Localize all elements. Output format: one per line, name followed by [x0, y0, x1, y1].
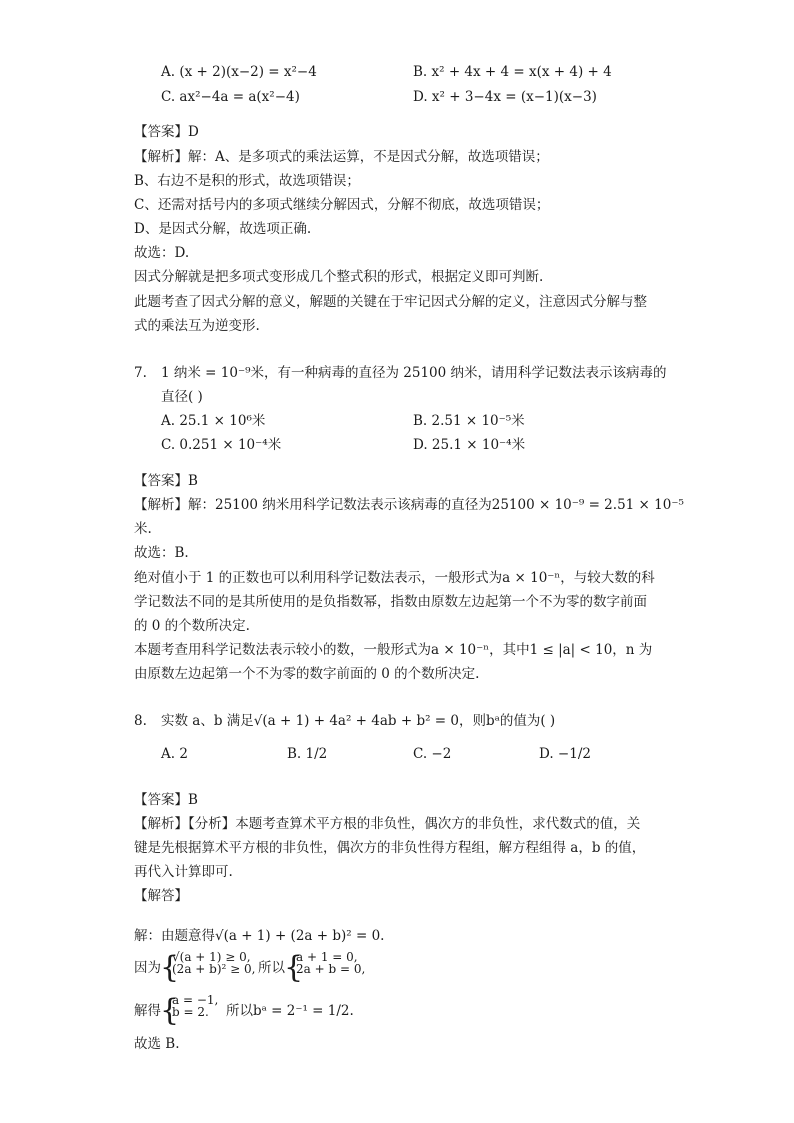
- q8-so-prefix: 所以: [258, 960, 285, 976]
- q7-option-c: C. 0.251 × 10⁻⁴米: [161, 437, 282, 453]
- q8-stem: 实数 a、b 满足√(a + 1) + 4a² + 4ab + b² = 0，则bᵃ的值为( ): [161, 713, 556, 729]
- q8-option-d: D. −1/2: [539, 746, 591, 762]
- q6-analysis-line: D、是因式分解，故选项正确.: [134, 221, 312, 237]
- left-brace-icon: {: [284, 950, 304, 985]
- q6-analysis-line: 故选：D.: [134, 245, 190, 261]
- left-brace-icon: {: [160, 993, 180, 1028]
- q8-answer: 【答案】B: [134, 792, 198, 808]
- q8-analysis-line: 键是先根据算术平方根的非负性，偶次方的非负性得方程组，解方程组得 a，b 的值，: [134, 840, 646, 856]
- q7-analysis-line: 由原数左边起第一个不为零的数字前面的 0 的个数所决定.: [134, 666, 480, 682]
- q8-because-system: [172, 951, 255, 975]
- q7-stem: 直径( ): [161, 389, 203, 405]
- q8-solve-system: [172, 994, 218, 1018]
- q7-analysis-line: 本题考查用科学记数法表示较小的数，一般形式为a × 10⁻ⁿ，其中1 ≤ |a| < 10，n 为: [134, 642, 653, 658]
- q8-solve-top: a = −1,: [172, 993, 219, 1007]
- q6-option-c: C. ax²−4a = a(x²−4): [161, 89, 300, 105]
- q7-option-a: A. 25.1 × 10⁶米: [161, 413, 266, 429]
- q6-analysis-line: C、还需对括号内的多项式继续分解因式，分解不彻底，故选项错误；: [134, 197, 550, 213]
- q8-option-b: B. 1/2: [287, 746, 328, 762]
- q8-because-prefix: 因为: [134, 960, 161, 976]
- q7-option-b: B. 2.51 × 10⁻⁵米: [413, 413, 525, 429]
- q6-analysis-line: 因式分解就是把多项式变形成几个整式积的形式，根据定义即可判断.: [134, 269, 544, 285]
- q7-analysis-line: 米.: [134, 521, 152, 537]
- q8-so-top: a + 1 = 0,: [296, 950, 358, 964]
- q7-number: 7.: [134, 365, 147, 381]
- q8-number: 8.: [134, 713, 147, 729]
- q7-analysis-line: 【解析】解：25100 纳米用科学记数法表示该病毒的直径为25100 × 10⁻⁹ = 2.51 × 10⁻⁵: [134, 497, 684, 513]
- q7-analysis-line: 的 0 的个数所决定.: [134, 618, 250, 634]
- q8-solution-heading: 【解答】: [134, 888, 188, 904]
- q7-option-d: D. 25.1 × 10⁻⁴米: [413, 437, 526, 453]
- q8-so-bottom: 2a + b = 0,: [296, 962, 366, 976]
- q6-analysis-line: 【解析】解：A、是多项式的乘法运算，不是因式分解，故选项错误；: [134, 149, 549, 165]
- q6-analysis-line: 式的乘法互为逆变形.: [134, 318, 260, 334]
- q8-so-system: [296, 951, 365, 975]
- q6-analysis-line: 此题考查了因式分解的意义，解题的关键在于牢记因式分解的定义，注意因式分解与整: [134, 294, 647, 310]
- q8-solve-prefix: 解得: [134, 1003, 161, 1019]
- q8-because-top: √(a + 1) ≥ 0,: [172, 950, 251, 964]
- q7-answer: 【答案】B: [134, 473, 198, 489]
- q8-option-c: C. −2: [413, 746, 452, 762]
- q7-analysis-line: 学记数法不同的是其所使用的是负指数幂，指数由原数左边起第一个不为零的数字前面: [134, 594, 647, 610]
- q8-option-a: A. 2: [161, 746, 188, 762]
- q6-answer: 【答案】D: [134, 124, 199, 140]
- q8-analysis-line: 【解析】【分析】本题考查算术平方根的非负性，偶次方的非负性，求代数式的值，关: [134, 816, 641, 832]
- q6-option-a: A. (x + 2)(x−2) = x²−4: [161, 64, 317, 80]
- q6-option-d: D. x² + 3−4x = (x−1)(x−3): [413, 89, 597, 105]
- q8-conclusion: 故选 B.: [134, 1036, 180, 1052]
- q8-analysis-line: 再代入计算即可.: [134, 864, 233, 880]
- q7-analysis-line: 故选：B.: [134, 545, 189, 561]
- left-brace-icon: {: [160, 950, 180, 985]
- q7-stem: 1 纳米 = 10⁻⁹米，有一种病毒的直径为 25100 纳米，请用科学记数法表示该病毒的: [161, 365, 667, 381]
- q8-because-bottom: (2a + b)² ≥ 0,: [172, 962, 256, 976]
- q8-solve-bottom: b = 2.: [172, 1005, 209, 1019]
- q8-result: 所以bᵃ = 2⁻¹ = 1/2.: [226, 1003, 354, 1019]
- q6-analysis-line: B、右边不是积的形式，故选项错误；: [134, 173, 360, 189]
- q7-analysis-line: 绝对值小于 1 的正数也可以利用科学记数法表示，一般形式为a × 10⁻ⁿ，与较大数的科: [134, 570, 655, 586]
- q6-option-b: B. x² + 4x + 4 = x(x + 4) + 4: [413, 64, 612, 80]
- q8-solution-line: 解：由题意得√(a + 1) + (2a + b)² = 0.: [134, 928, 385, 944]
